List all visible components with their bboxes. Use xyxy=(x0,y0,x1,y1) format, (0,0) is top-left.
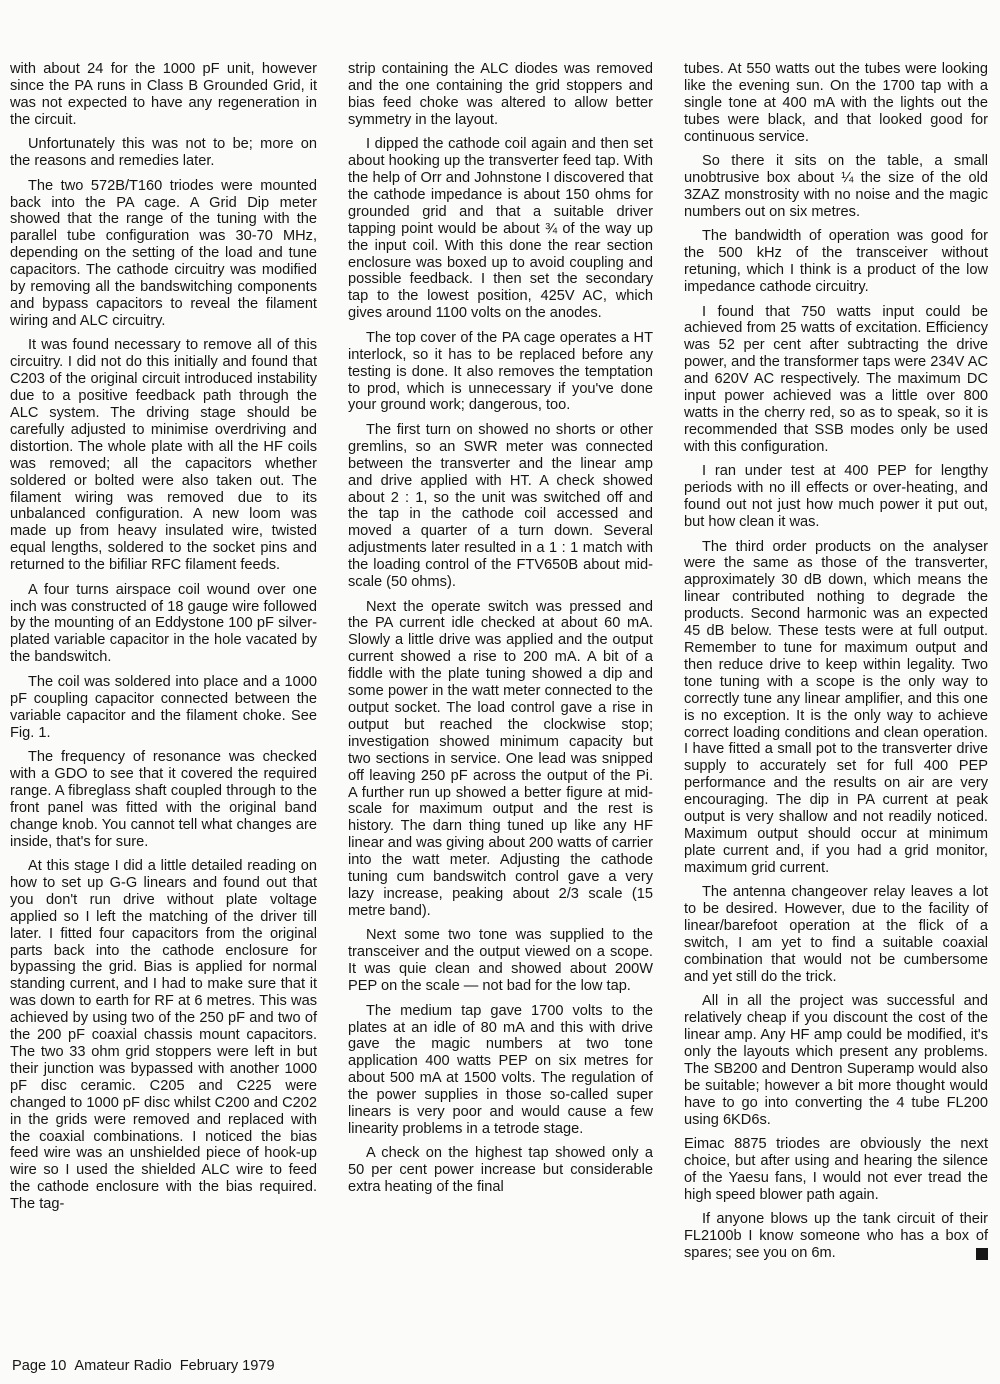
paragraph: I dipped the cathode coil again and then set about hooking up the transverter feed tap. With the help of Orr and Johnstone I discovered that the cathode impedance is about 150 ohms for grounded grid and that a suitable driver tapping point would be about ¾ of the way up the input coil. With this done the rear section enclosure was boxed up to avoid coupling and possible feedback. I then set the secondary tap to the lowest position, 425V AC, which gives around 1100 volts on the anodes. xyxy=(348,136,653,322)
paragraph: The antenna changeover relay leaves a lot to be desired. However, due to the facility of linear/barefoot operation at the flick of a switch, I am yet to find a suitable coaxial combination that would not be cumbersome and yet still do the trick. xyxy=(684,884,988,985)
paragraph: with about 24 for the 1000 pF unit, however since the PA runs in Class B Grounded Grid, it was not expected to have any regeneration in the circuit. xyxy=(10,61,317,128)
paragraph-text: If anyone blows up the tank circuit of their FL2100b I know someone who has a box of spares; see you on 6m. xyxy=(684,1211,988,1262)
page-footer xyxy=(12,1358,283,1375)
paragraph: tubes. At 550 watts out the tubes were looking like the evening sun. On the 1700 tap with a single tone at 400 mA with the lights out the tubes were black, and that looked good for continuous service. xyxy=(684,61,988,145)
paragraph: The first turn on showed no shorts or other gremlins, so an SWR meter was connected between the transverter and the linear amp and drive applied with HT. A check showed about 2 : 1, so the unit was switched off and the tap in the cathode coil accessed and moved a quarter of a turn down. Several adjustments later resulted in a 1 : 1 match with the loading control of the FTV650B about mid-scale (50 ohms). xyxy=(348,421,653,591)
paragraph: The two 572B/T160 triodes were mounted back into the PA cage. A Grid Dip meter showed that the range of the tuning with the parallel tube configuration was 30-70 MHz, depending on the setting of the load and tune capacitors. The cathode circuitry was modified by removing all the bandswitching components and bypass capacitors to reveal the filament wiring and ALC circuitry. xyxy=(10,177,317,329)
paragraph: The bandwidth of operation was good for the 500 kHz of the transceiver without retuning, which I think is a product of the low impedance cathode circuitry. xyxy=(684,228,988,296)
page-number: Page 10 xyxy=(12,1358,67,1374)
paragraph: It was found necessary to remove all of this circuitry. I did not do this initially and found that C203 of the original circuit introduced instability due to a positive feedback path through the ALC system. The driving stage should be carefully adjusted to minimise overdriving and distortion. The whole plate with all the HF coils was removed; all the capacitors whether soldered or bolted were also taken out. The filament wiring was removed due to its unbalanced configuration. A new loom was made up from heavy insulated wire, twisted equal lengths, soldered to the socket pins and returned to the bifiliar RFC filament feeds. xyxy=(10,337,317,574)
paragraph: Next some two tone was supplied to the transceiver and the output viewed on a scope. It was quie clean and showed about 200W PEP on the scale — not bad for the low tap. xyxy=(348,927,653,995)
paragraph-final xyxy=(684,1211,988,1262)
paragraph: So there it sits on the table, a small unobtrusive box about ¼ the size of the old 3ZAZ monstrosity with no noise and the magic numbers out on six metres. xyxy=(684,153,988,220)
paragraph: Next the operate switch was pressed and the PA current idle checked at about 60 mA. Slowly a little drive was applied and the output current showed a rise to 200 mA. A bit of a fiddle with the plate tuning showed a dip and some power in the watt meter connected to the output socket. The load control gave a rise in output but reached the clockwise stop; investigation showed minimum capacity but two sections in service. One lead was snipped off leaving 250 pF across the output of the Pi. A further run up showed a better figure at mid-scale for maximum output and the rest is history. The darn thing tuned up like any HF linear and was giving about 200 watts of carrier into the watt meter. Adjusting the cathode tuning cum bandswitch control gave a very lazy increase, peaking about 2/3 scale (15 metre band). xyxy=(348,598,654,919)
magazine-name: Amateur Radio xyxy=(74,1358,172,1374)
article-column-3 xyxy=(684,61,988,1270)
paragraph: strip containing the ALC diodes was removed and the one containing the grid stoppers and bias feed choke was altered to allow better symmetry in the layout. xyxy=(348,61,653,128)
paragraph: The third order products on the analyser were the same as those of the transverter, approximately 30 dB down, which means the linear contributed nothing to degrade the products. Second harmonic was an expected 45 dB below. These tests were at full output. Remember to tune for maximum output and then reduce drive to keep within legality. Two tone tuning with a scope is the only way to correctly tune any linear amplifier, and this one is no exception. It is the only way to achieve correct loading conditions and clean operation. I have fitted a small pot to the transverter drive supply to accurately set for full 400 PEP performance and the results on air are very encouraging. The dip in PA current at peak output is very shallow and not readily noticed. Maximum output should occur at minimum plate current and, if you had a grid monitor, maximum grid current. xyxy=(684,538,988,876)
paragraph: The coil was soldered into place and a 1000 pF coupling capacitor connected between the variable capacitor and the filament choke. See Fig. 1. xyxy=(10,673,317,741)
article-column-2 xyxy=(348,61,653,1204)
end-of-article-mark xyxy=(976,1248,988,1260)
paragraph: I found that 750 watts input could be achieved from 25 watts of excitation. Efficiency was 52 per cent after subtracting the drive power, and the transformer taps were 234V AC and 620V AC respectively. The maximum DC input power achieved was a little over 800 watts in the cherry red, so as to speak, so it is recommended that SSB modes only be used with this configuration. xyxy=(684,303,988,455)
paragraph: Eimac 8875 triodes are obviously the next choice, but after using and hearing the silence of the Yaesu fans, I would not ever tread the high speed blower path again. xyxy=(684,1136,988,1203)
paragraph: A check on the highest tap showed only a 50 per cent power increase but considerable extra heating of the final xyxy=(348,1145,653,1196)
paragraph: The frequency of resonance was checked with a GDO to see that it covered the required range. A fibreglass shaft coupled through to the front panel was fitted with the original band change knob. You cannot tell what changes are inside, that's for sure. xyxy=(10,749,317,850)
paragraph: The medium tap gave 1700 volts to the plates at an idle of 80 mA and this with drive gave the magic numbers at two tone application 400 watts PEP on six metres for about 500 mA at 1500 volts. The regulation of the power supplies in those so-called super linears is very poor and would cause a few linearity problems in a tetrode stage. xyxy=(348,1002,653,1137)
paragraph: Unfortunately this was not to be; more on the reasons and remedies later. xyxy=(10,136,317,170)
issue-date: February 1979 xyxy=(179,1358,275,1374)
paragraph: The top cover of the PA cage operates a HT interlock, so it has to be replaced before any testing is done. It also removes the temptation to prod, which is unnecessary if you've done your ground work; dangerous, too. xyxy=(348,329,653,414)
article-column-1 xyxy=(10,61,317,1221)
paragraph: At this stage I did a little detailed reading on how to set up G-G linears and found out that you don't run drive without plate voltage applied so I left the matching of the driver till later. I fitted four capacitors from the original parts back into the cathode enclosure for bypassing the grid. Bias is applied for normal standing current, and I had to make sure that it was down to earth for RF at 6 metres. This was achieved by using two of the 250 pF and two of the 200 pF coaxial chassis mount capacitors. The two 33 ohm grid stoppers were left in but their junction was bypassed with another 1000 pF disc ceramic. C205 and C225 were changed to 1000 pF disc whilst C200 and C202 in the grids were removed and replaced with the coaxial combinations. I noticed the bias feed wire was an unshielded piece of hook-up wire so I used the shielded ALC wire to feed the cathode enclosure with the bias required. The tag- xyxy=(10,858,317,1213)
paragraph: All in all the project was successful and relatively cheap if you discount the cost of the linear amp. Any HF amp could be modified, it's only the layouts which present any problems. The SB200 and Dentron Superamp would also be suitable; however a bit more thought would have to go into converting the 4 tube FL200 using 6KD6s. xyxy=(684,993,988,1128)
paragraph: I ran under test at 400 PEP for lengthy periods with no ill effects or over-heating, and found out not just how much power it put out, but how clean it was. xyxy=(684,463,988,531)
paragraph: A four turns airspace coil wound over one inch was constructed of 18 gauge wire followed by the mounting of an Eddystone 100 pF silver-plated variable capacitor in the hole vacated by the bandswitch. xyxy=(10,581,317,666)
